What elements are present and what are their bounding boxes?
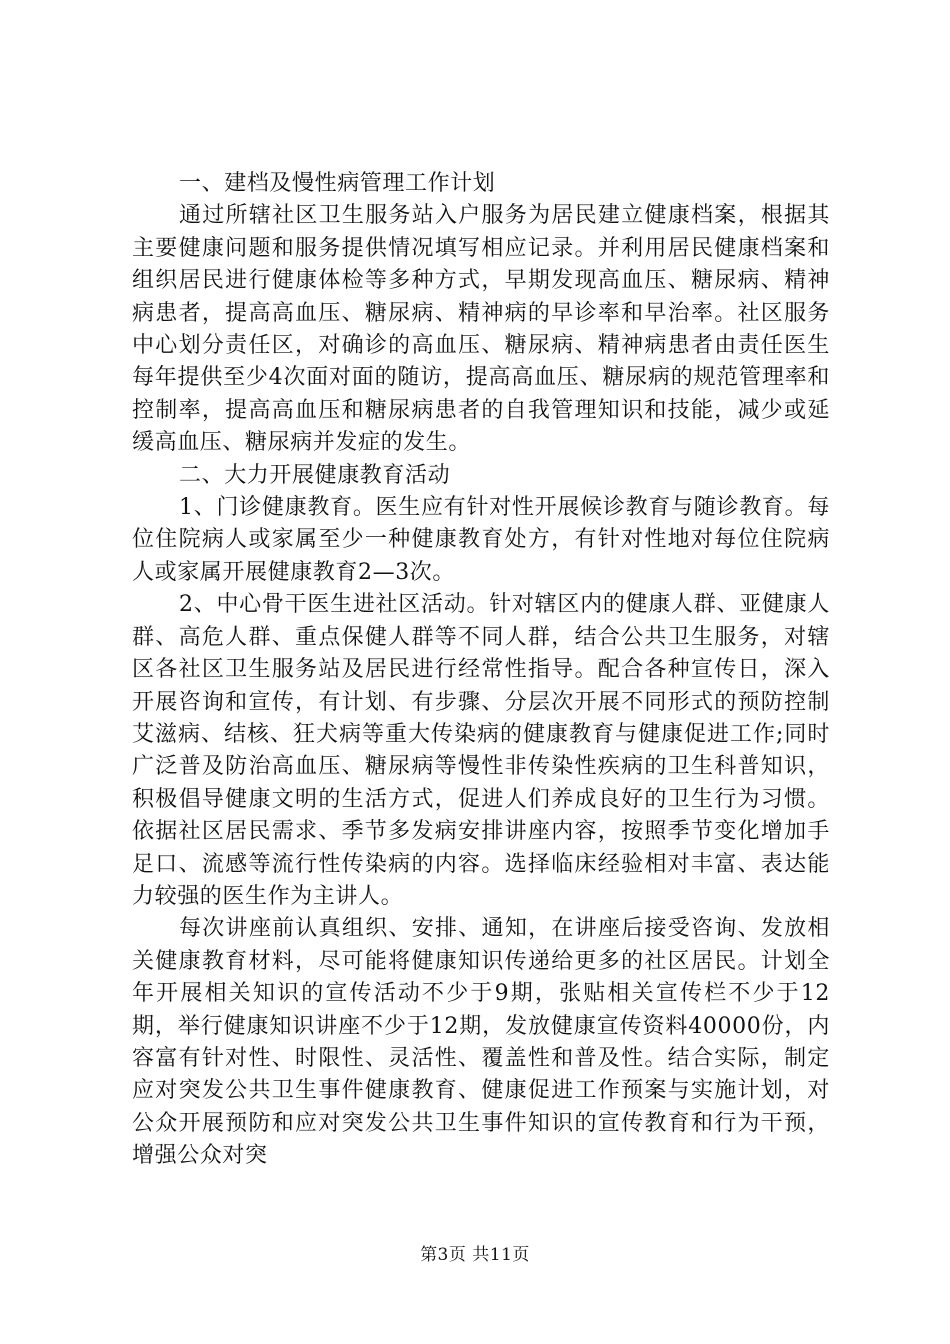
section-heading-archives: 一、建档及慢性病管理工作计划 (179, 171, 496, 196)
paragraph-outpatient-education: 1、门诊健康教育。医生应有针对性开展候诊教育与随诊教育。每位住院病人或家属至少一种健康教育处方，有针对性地对每位住院病人或家属开展健康教育2—3次。 (132, 495, 830, 585)
section-heading-health-education: 二、大力开展健康教育活动 (179, 462, 451, 488)
page-number-footer: 第3页 共11页 (420, 1245, 530, 1265)
paragraph-lectures: 每次讲座前认真组织、安排、通知，在讲座后接受咨询、发放相关健康教育材料，尽可能将健康知识传递给更多的社区居民。计划全年开展相关知识的宣传活动不少于9期，张贴相关宣传栏不少于12期，举行健康知识讲座不少于12期，发放健康宣传资料40000份，内容富有针对性、时限性、灵活性、覆盖性和普及性。结合实际，制定应对突发公共卫生事件健康教育、健康促进工作预案与实施计划，对公众开展预防和应对突发公共卫生事件知识的宣传教育和行为干预，增强公众对突 (132, 916, 830, 1169)
document-body (132, 168, 830, 1173)
paragraph-community-activities: 2、中心骨干医生进社区活动。针对辖区内的健康人群、亚健康人群、高危人群、重点保健人群等不同人群，结合公共卫生服务，对辖区各社区卫生服务站及居民进行经常性指导。配合各种宣传日，深入开展咨询和宣传，有计划、有步骤、分层次开展不同形式的预防控制艾滋病、结核、狂犬病等重大传染病的健康教育与健康促进工作;同时广泛普及防治高血压、糖尿病等慢性非传染性疾病的卫生科普知识，积极倡导健康文明的生活方式，促进人们养成良好的卫生行为习惯。依据社区居民需求、季节多发病安排讲座内容，按照季节变化增加手足口、流感等流行性传染病的内容。选择临床经验相对丰富、表达能力较强的医生作为主讲人。 (132, 592, 830, 909)
paragraph-archives: 通过所辖社区卫生服务站入户服务为居民建立健康档案，根据其主要健康问题和服务提供情况填写相应记录。并利用居民健康档案和组织居民进行健康体检等多种方式，早期发现高血压、糖尿病、精神病患者，提高高血压、糖尿病、精神病的早诊率和早治率。社区服务中心划分责任区，对确诊的高血压、糖尿病、精神病患者由责任医生每年提供至少4次面对面的随访，提高高血压、糖尿病的规范管理率和控制率，提高高血压和糖尿病患者的自我管理知识和技能，减少或延缓高血压、糖尿病并发症的发生。 (132, 203, 830, 456)
